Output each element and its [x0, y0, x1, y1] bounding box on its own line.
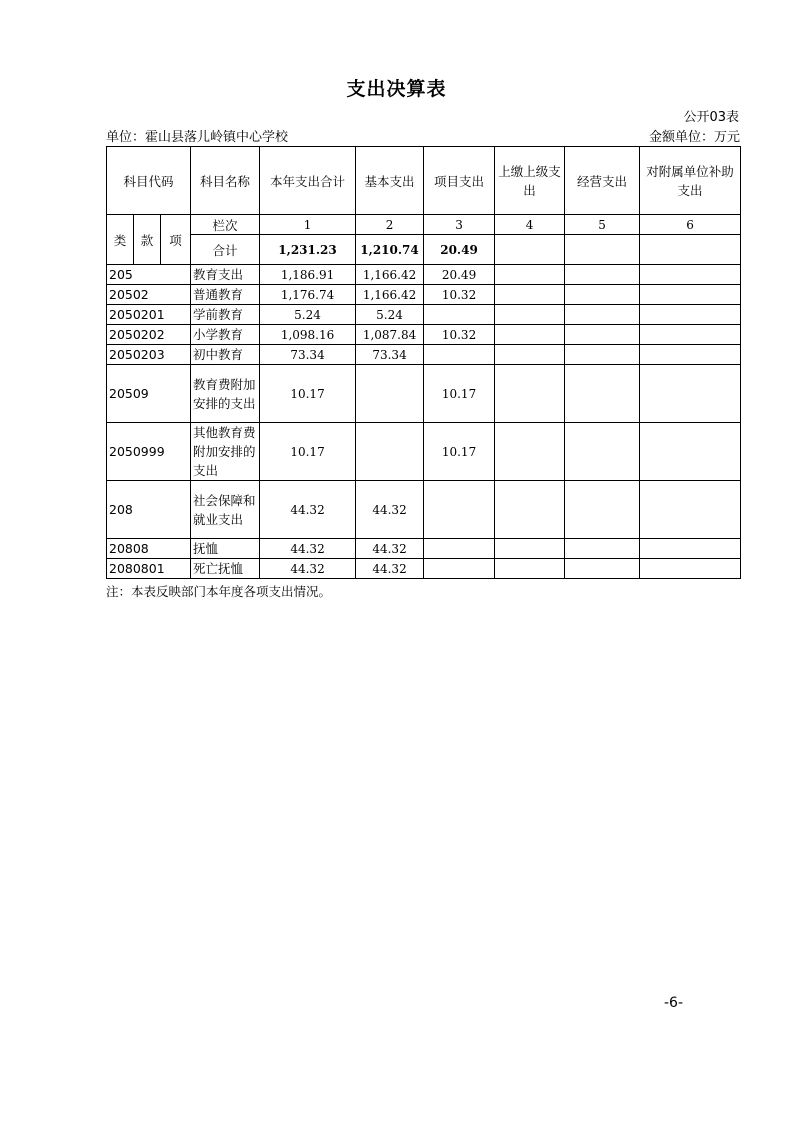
column-number-row — [107, 215, 741, 235]
subject-name: 学前教育 — [191, 305, 260, 325]
table-row — [107, 265, 741, 285]
upper-amount — [495, 481, 565, 539]
basic-amount: 44.32 — [356, 481, 424, 539]
upper-amount — [495, 285, 565, 305]
project-amount: 20.49 — [424, 265, 495, 285]
total-amount: 5.24 — [260, 305, 356, 325]
business-amount — [565, 265, 640, 285]
total-amount: 1,186.91 — [260, 265, 356, 285]
total-amount: 73.34 — [260, 345, 356, 365]
basic-amount: 1,166.42 — [356, 285, 424, 305]
header-item: 项 — [161, 215, 191, 265]
total-amount: 44.32 — [260, 539, 356, 559]
upper-amount — [495, 423, 565, 481]
subject-code: 2050999 — [107, 423, 191, 481]
project-amount — [424, 481, 495, 539]
column-number: 3 — [424, 215, 495, 235]
header-subsidy: 对附属单位补助支出 — [640, 147, 741, 215]
page-number: -6- — [664, 995, 684, 1011]
sum-project: 20.49 — [424, 235, 495, 265]
sum-basic: 1,210.74 — [356, 235, 424, 265]
form-number: 公开03表 — [683, 110, 739, 125]
business-amount — [565, 305, 640, 325]
subsidy-amount — [640, 325, 741, 345]
table-row — [107, 559, 741, 579]
subject-code: 2080801 — [107, 559, 191, 579]
column-number: 1 — [260, 215, 356, 235]
upper-amount — [495, 305, 565, 325]
subsidy-amount — [640, 423, 741, 481]
upper-amount — [495, 265, 565, 285]
table-row — [107, 423, 741, 481]
business-amount — [565, 539, 640, 559]
header-name: 科目名称 — [191, 147, 260, 215]
upper-amount — [495, 559, 565, 579]
project-amount: 10.17 — [424, 423, 495, 481]
basic-amount — [356, 365, 424, 423]
subject-code: 2050203 — [107, 345, 191, 365]
unit-label: 单位：霍山县落儿岭镇中心学校 — [106, 130, 289, 145]
table-row — [107, 345, 741, 365]
table-row — [107, 481, 741, 539]
subsidy-amount — [640, 265, 741, 285]
subject-name: 小学教育 — [191, 325, 260, 345]
upper-amount — [495, 365, 565, 423]
subject-name: 其他教育费附加安排的支出 — [191, 423, 260, 481]
header-project: 项目支出 — [424, 147, 495, 215]
column-number: 5 — [565, 215, 640, 235]
subject-code: 205 — [107, 265, 191, 285]
header-code: 科目代码 — [107, 147, 191, 215]
subsidy-amount — [640, 365, 741, 423]
subsidy-amount — [640, 559, 741, 579]
subject-code: 2050201 — [107, 305, 191, 325]
upper-amount — [495, 325, 565, 345]
subject-code: 2050202 — [107, 325, 191, 345]
subject-name: 社会保障和就业支出 — [191, 481, 260, 539]
business-amount — [565, 423, 640, 481]
header-business: 经营支出 — [565, 147, 640, 215]
subject-name: 死亡抚恤 — [191, 559, 260, 579]
project-amount — [424, 559, 495, 579]
project-amount: 10.32 — [424, 285, 495, 305]
subsidy-amount — [640, 285, 741, 305]
sum-label: 合计 — [191, 235, 260, 265]
project-amount — [424, 305, 495, 325]
subsidy-amount — [640, 305, 741, 325]
sum-row — [107, 235, 741, 265]
basic-amount: 44.32 — [356, 559, 424, 579]
unit-line — [106, 126, 740, 145]
sum-upper — [495, 235, 565, 265]
subject-code: 20502 — [107, 285, 191, 305]
upper-amount — [495, 539, 565, 559]
subject-name: 教育支出 — [191, 265, 260, 285]
subject-code: 20509 — [107, 365, 191, 423]
column-number: 4 — [495, 215, 565, 235]
table-row — [107, 365, 741, 423]
business-amount — [565, 559, 640, 579]
subject-code: 208 — [107, 481, 191, 539]
basic-amount: 1,166.42 — [356, 265, 424, 285]
header-section: 款 — [134, 215, 161, 265]
table-row — [107, 325, 741, 345]
subject-code: 20808 — [107, 539, 191, 559]
table-row — [107, 539, 741, 559]
header-total: 本年支出合计 — [260, 147, 356, 215]
column-label: 栏次 — [191, 215, 260, 235]
sum-business — [565, 235, 640, 265]
basic-amount — [356, 423, 424, 481]
subject-name: 初中教育 — [191, 345, 260, 365]
table-row — [107, 305, 741, 325]
project-amount — [424, 539, 495, 559]
total-amount: 44.32 — [260, 559, 356, 579]
amount-unit-label: 金额单位：万元 — [648, 130, 740, 145]
column-number: 2 — [356, 215, 424, 235]
table-note: 注：本表反映部门本年度各项支出情况。 — [106, 584, 332, 599]
business-amount — [565, 285, 640, 305]
subject-name: 抚恤 — [191, 539, 260, 559]
total-amount: 10.17 — [260, 365, 356, 423]
header-row — [107, 147, 741, 215]
total-amount: 1,098.16 — [260, 325, 356, 345]
project-amount: 10.17 — [424, 365, 495, 423]
basic-amount: 73.34 — [356, 345, 424, 365]
business-amount — [565, 481, 640, 539]
subject-name: 普通教育 — [191, 285, 260, 305]
business-amount — [565, 345, 640, 365]
business-amount — [565, 325, 640, 345]
page-title: 支出决算表 — [346, 78, 447, 100]
sum-subsidy — [640, 235, 741, 265]
expenditure-table — [106, 146, 741, 579]
total-amount: 10.17 — [260, 423, 356, 481]
subject-name: 教育费附加安排的支出 — [191, 365, 260, 423]
header-basic: 基本支出 — [356, 147, 424, 215]
project-amount — [424, 345, 495, 365]
business-amount — [565, 365, 640, 423]
project-amount: 10.32 — [424, 325, 495, 345]
total-amount: 1,176.74 — [260, 285, 356, 305]
header-upper: 上缴上级支出 — [495, 147, 565, 215]
subsidy-amount — [640, 345, 741, 365]
sum-total: 1,231.23 — [260, 235, 356, 265]
total-amount: 44.32 — [260, 481, 356, 539]
basic-amount: 5.24 — [356, 305, 424, 325]
basic-amount: 1,087.84 — [356, 325, 424, 345]
basic-amount: 44.32 — [356, 539, 424, 559]
upper-amount — [495, 345, 565, 365]
table-row — [107, 285, 741, 305]
header-class: 类 — [107, 215, 134, 265]
column-number: 6 — [640, 215, 741, 235]
subsidy-amount — [640, 481, 741, 539]
subsidy-amount — [640, 539, 741, 559]
